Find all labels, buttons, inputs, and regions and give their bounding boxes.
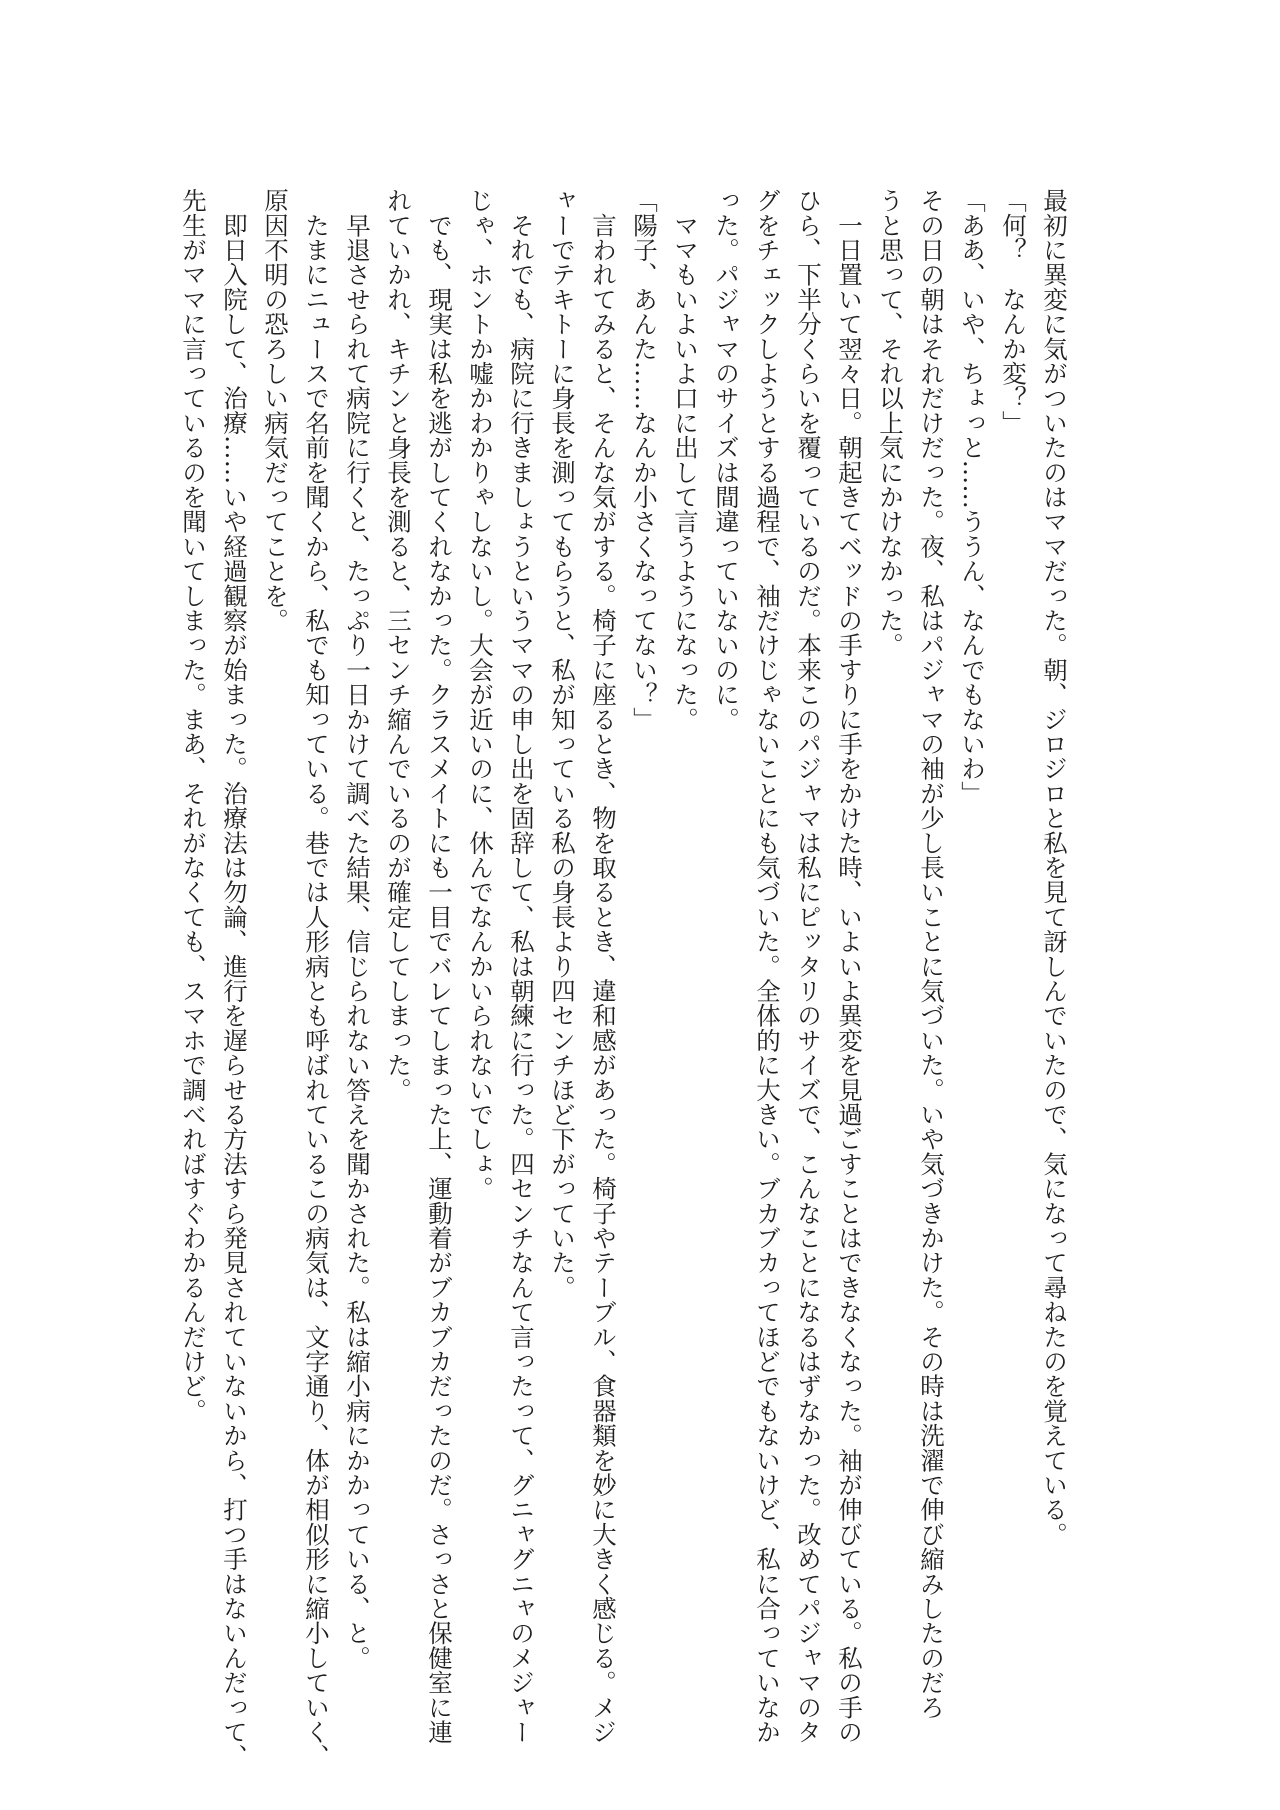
text-line: それでも、病院に行きましょうというママの申し出を固辞して、私は朝練に行った。四センチなんて言ったって、グニャグニャのメジャー [507,188,536,1745]
text-line: グをチェックしようとする過程で、袖だけじゃないことにも気づいた。全体的に大きい。ブカブカってほどでもないけど、私に合っていなか [753,188,782,1745]
text-line: 早退させられて病院に行くと、たっぷり一日かけて調べた結果、信じられない答えを聞かされた。私は縮小病にかかっている、と。 [343,188,372,1670]
text-line: 言われてみると、そんな気がする。椅子に座るとき、物を取るとき、違和感があった。椅子やテーブル、食器類を妙に大きく感じる。メジ [589,188,618,1745]
text-line: 最初に異変に気がついたのはママだった。朝、ジロジロと私を見て訝しんでいたので、気になって尋ねたのを覚えている。 [1040,188,1069,1547]
text-line: 一日置いて翌々日。朝起きてベッドの手すりに手をかけた時、いよいよ異変を見過ごすことはできなくなった。袖が伸びている。私の手の [835,188,864,1745]
text-line: 原因不明の恐ろしい病気だってことを。 [261,188,290,633]
body-text [173,188,1075,1769]
text-line: 「陽子、あんた……なんか小さくなってない？」 [630,188,659,732]
text-line: れていかれ、キチンと身長を測ると、三センチ縮んでいるのが確定してしまった。 [384,188,413,1102]
text-line: でも、現実は私を逃がしてくれなかった。クラスメイトにも一目でバレてしまった上、運動着がブカブカだったのだ。さっさと保健室に連 [425,188,454,1745]
text-line: その日の朝はそれだけだった。夜、私はパジャマの袖が少し長いことに気づいた。いや気づきかけた。その時は洗濯で伸び縮みしたのだろ [917,188,946,1720]
text-line: うと思って、それ以上気にかけなかった。 [876,188,905,658]
text-line: ャーでテキトーに身長を測ってもらうと、私が知っている私の身長より四センチほど下がっていた。 [548,188,577,1300]
text-line: ひら、下半分くらいを覆っているのだ。本来このパジャマは私にピッタリのサイズで、こんなことになるはずなかった。改めてパジャマのタ [794,188,823,1745]
text-line: じゃ、ホントか嘘かわかりゃしないし。大会が近いのに、休んでなんかいられないでしょ。 [466,188,495,1201]
text-line: たまにニュースで名前を聞くから、私でも知っている。巷では人形病とも呼ばれているこの病気は、文字通り、体が相似形に縮小していく、 [302,188,331,1769]
text-line: 「何？ なんか変？」 [999,188,1028,435]
text-line: 先生がママに言っているのを聞いてしまった。まあ、それがなくても、スマホで調べればすぐわかるんだけど。 [179,188,208,1423]
text-line: 「ああ、いや、ちょっと……ううん、なんでもないわ」 [958,188,987,806]
text-line: った。パジャマのサイズは間違っていないのに。 [712,188,741,732]
text-line: 即日入院して、治療……いや経過観察が始まった。治療法は勿論、進行を遅らせる方法すら発見されていないから、打つ手はないんだって、 [220,188,249,1769]
text-line: ママもいよいよ口に出して言うようになった。 [671,188,700,732]
